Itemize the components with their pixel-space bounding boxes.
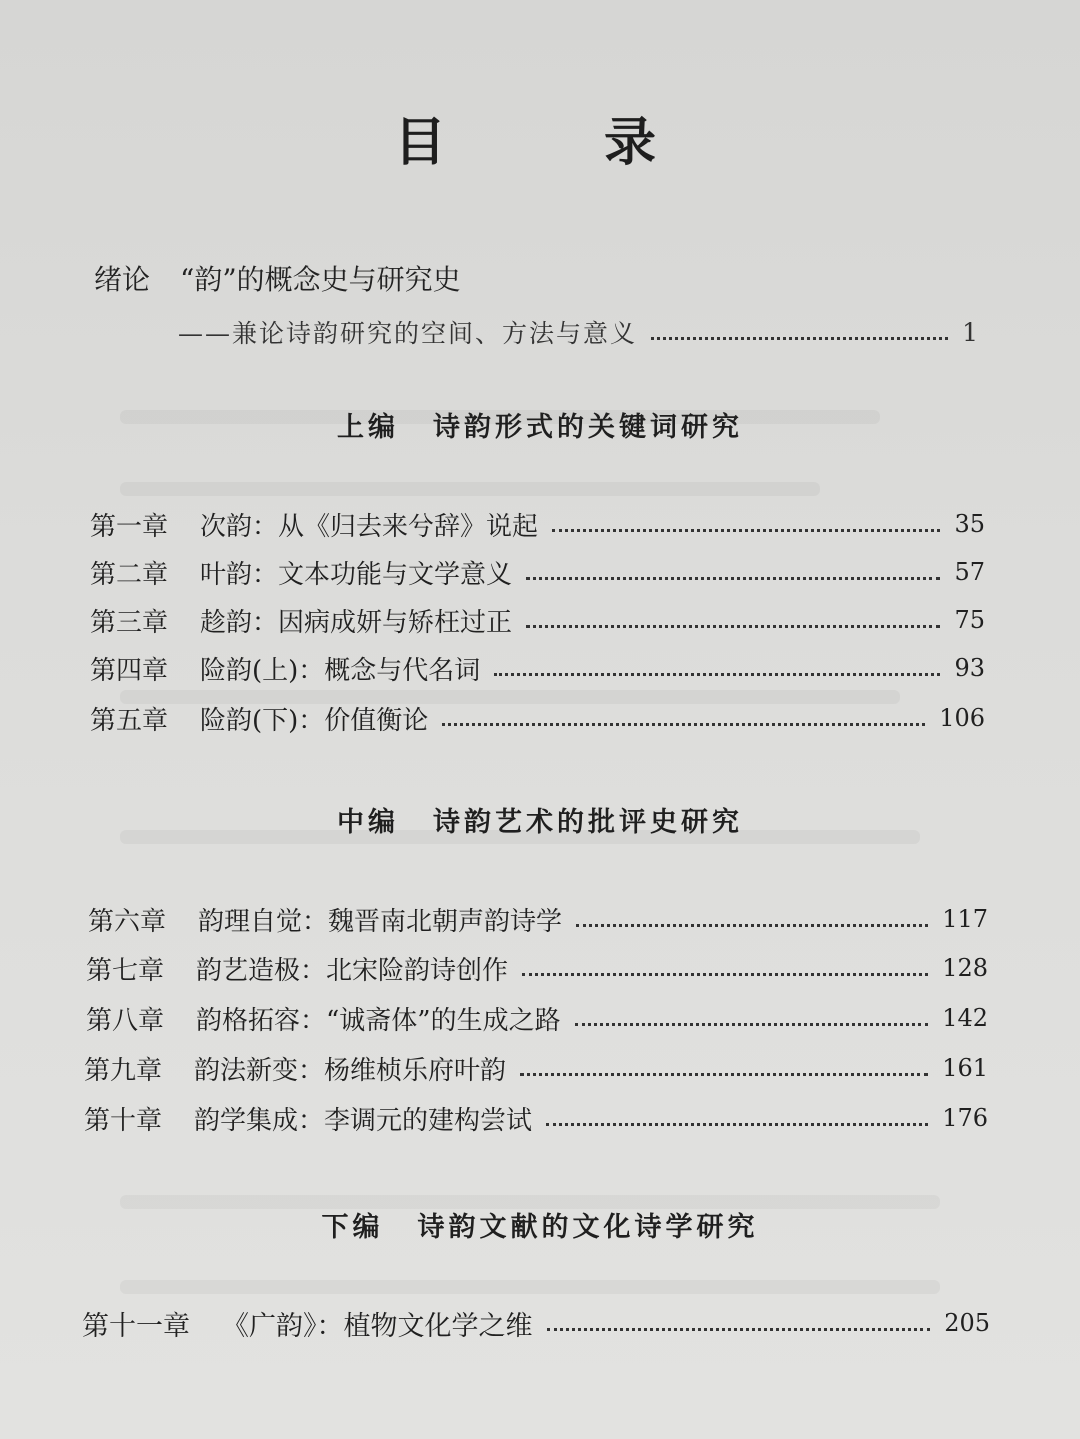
chapter-page: 106 bbox=[939, 704, 985, 732]
chapter-page: 117 bbox=[942, 905, 988, 933]
section-title: 诗韵文献的文化诗学研究 bbox=[417, 1212, 759, 1243]
chapter-number: 第五章 bbox=[90, 705, 169, 736]
page-title: 目 录 bbox=[393, 112, 727, 173]
chapter-page: 161 bbox=[942, 1054, 988, 1082]
leader-dots bbox=[520, 1073, 928, 1076]
chapter-number: 第十章 bbox=[84, 1105, 163, 1136]
chapter-number: 第十一章 bbox=[82, 1310, 190, 1342]
intro-subtitle-row bbox=[178, 312, 978, 352]
leader-dots bbox=[651, 337, 948, 340]
section-name: 上编 bbox=[337, 412, 399, 443]
toc-entry[interactable] bbox=[90, 551, 985, 593]
leader-dots bbox=[576, 924, 928, 927]
intro-heading bbox=[94, 258, 461, 298]
chapter-title: 韵法新变：杨维桢乐府叶韵 bbox=[194, 1055, 507, 1086]
chapter-number: 第八章 bbox=[86, 1005, 165, 1036]
chapter-page: 75 bbox=[954, 606, 985, 634]
chapter-number: 第一章 bbox=[90, 511, 169, 542]
chapter-title: 趁韵：因病成妍与矫枉过正 bbox=[200, 607, 513, 638]
chapter-page: 128 bbox=[942, 954, 988, 982]
bleed-through-line bbox=[120, 1280, 940, 1294]
section-heading bbox=[0, 800, 1080, 839]
chapter-number: 第六章 bbox=[88, 906, 167, 937]
leader-dots bbox=[546, 1123, 928, 1126]
leader-dots bbox=[552, 529, 940, 532]
intro-title: “韵”的概念史与研究史 bbox=[180, 263, 461, 296]
section-title: 诗韵艺术的批评史研究 bbox=[433, 807, 743, 838]
chapter-page: 57 bbox=[954, 558, 985, 586]
chapter-title: 险韵(上)：概念与代名词 bbox=[200, 655, 481, 686]
chapter-page: 35 bbox=[954, 510, 985, 538]
chapter-number: 第九章 bbox=[84, 1055, 163, 1086]
chapter-title: 叶韵：文本功能与文学意义 bbox=[200, 559, 513, 590]
toc-entry[interactable] bbox=[86, 997, 988, 1039]
toc-entry[interactable] bbox=[86, 947, 988, 989]
toc-entry[interactable] bbox=[88, 898, 988, 940]
toc-entry[interactable] bbox=[82, 1302, 990, 1344]
chapter-number: 第二章 bbox=[90, 559, 169, 590]
chapter-page: 176 bbox=[942, 1104, 988, 1132]
intro-subtitle: ——兼论诗韵研究的空间、方法与意义 bbox=[178, 319, 638, 348]
section-heading bbox=[0, 405, 1080, 444]
section-name: 下编 bbox=[321, 1212, 384, 1243]
chapter-title: 《广韵》：植物文化学之维 bbox=[222, 1310, 533, 1342]
chapter-title: 韵艺造极：北宋险韵诗创作 bbox=[196, 955, 509, 986]
toc-entry[interactable] bbox=[90, 697, 985, 739]
chapter-title: 韵理自觉：魏晋南北朝声韵诗学 bbox=[198, 906, 563, 937]
chapter-title: 韵格拓容：“诚斋体”的生成之路 bbox=[196, 1005, 561, 1036]
section-heading bbox=[0, 1205, 1080, 1244]
toc-entry[interactable] bbox=[84, 1047, 988, 1089]
bleed-through-line bbox=[120, 482, 820, 496]
chapter-title: 险韵(下)：价值衡论 bbox=[200, 705, 429, 736]
leader-dots bbox=[526, 625, 940, 628]
chapter-page: 142 bbox=[942, 1004, 988, 1032]
toc-entry[interactable] bbox=[90, 599, 985, 641]
toc-entry[interactable] bbox=[90, 503, 985, 545]
leader-dots bbox=[526, 577, 940, 580]
leader-dots bbox=[522, 973, 928, 976]
chapter-number: 第三章 bbox=[90, 607, 169, 638]
section-name: 中编 bbox=[337, 807, 399, 838]
chapter-number: 第七章 bbox=[86, 955, 165, 986]
section-title: 诗韵形式的关键词研究 bbox=[433, 412, 743, 443]
chapter-page: 93 bbox=[954, 654, 985, 682]
leader-dots bbox=[494, 673, 940, 676]
toc-entry[interactable] bbox=[90, 647, 985, 689]
leader-dots bbox=[442, 723, 925, 726]
intro-label: 绪论 bbox=[94, 263, 151, 296]
chapter-title: 次韵：从《归去来兮辞》说起 bbox=[200, 511, 539, 542]
leader-dots bbox=[547, 1328, 931, 1331]
leader-dots bbox=[575, 1023, 929, 1026]
chapter-page: 205 bbox=[944, 1309, 990, 1337]
chapter-title: 韵学集成：李调元的建构尝试 bbox=[194, 1105, 533, 1136]
intro-page: 1 bbox=[962, 317, 978, 347]
chapter-number: 第四章 bbox=[90, 655, 169, 686]
toc-entry[interactable] bbox=[84, 1097, 988, 1139]
